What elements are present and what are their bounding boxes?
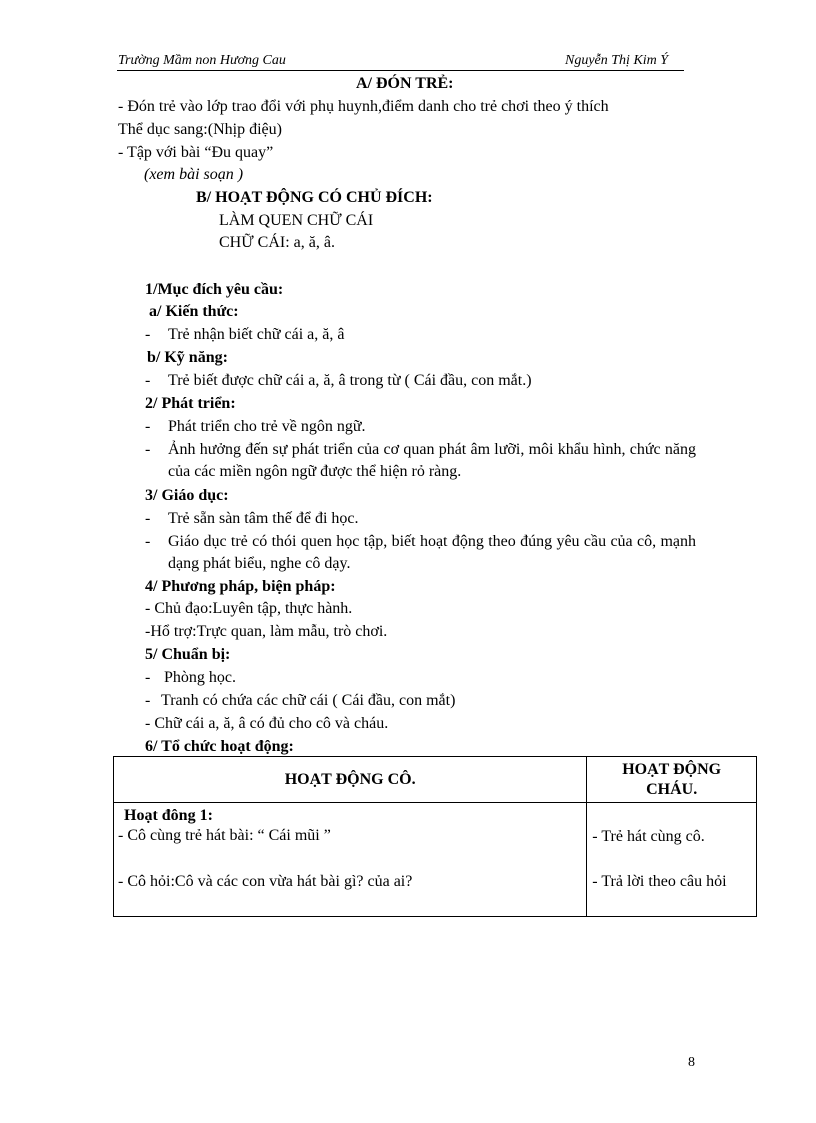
bullet-dash: - [145,418,151,435]
activity-table [113,756,757,917]
s6-title: 6/ Tổ chức hoạt động: [145,738,294,755]
bullet-dash: - [145,326,151,343]
s5-item3: - Chữ cái a, ă, â có đủ cho cô và cháu. [145,715,389,732]
section-a-line4: (xem bài soạn ) [144,166,244,183]
bullet-dash: - [145,372,151,389]
section-b-sub2: CHỮ CÁI: a, ă, â. [219,234,335,251]
section-a-title: A/ ĐÓN TRẺ: [356,75,454,92]
s4-item2: -Hổ trợ:Trực quan, làm mẫu, trò chơi. [145,623,388,640]
s5-item1: Phòng học. [164,669,236,686]
s1-b-item: Trẻ biết được chữ cái a, ă, â trong từ ( Cái đầu, con mắt.) [168,372,532,389]
page-number: 8 [688,1055,695,1070]
bullet-dash: - [145,441,151,458]
bullet-dash: - [145,533,151,550]
s4-title: 4/ Phương pháp, biện pháp: [145,578,336,595]
teacher-activity-2: - Cô hỏi:Cô và các con vừa hát bài gì? của ai? [118,873,413,890]
s3-item2: Giáo dục trẻ có thói quen học tập, biết hoạt động theo đúng yêu cầu của cô, mạnh dạng phát biểu, nghe cô dạy. [168,533,696,572]
bullet-dash: - [145,692,151,709]
s4-item1: - Chủ đạo:Luyên tập, thực hành. [145,600,353,617]
s2-item1: Phát triển cho trẻ về ngôn ngữ. [168,418,366,435]
s1-a-item: Trẻ nhận biết chữ cái a, ă, â [168,326,345,343]
child-activity-2: - Trả lời theo câu hỏi [592,873,727,890]
col-header-child: HOẠT ĐỘNG CHÁU. [587,757,757,803]
col-header-teacher: HOẠT ĐỘNG CÔ. [114,757,587,803]
activity-title: Hoạt đông 1: [124,807,213,824]
s2-item2: Ảnh hưởng đến sự phát triển của cơ quan phát âm lưỡi, môi khẩu hình, chức năng của các miền ngôn ngữ được thể hiện rỏ ràng. [168,441,696,480]
s1-title: 1/Mục đích yêu cầu: [145,281,284,298]
header-rule [117,70,684,71]
header-school: Trường Mầm non Hương Cau [118,53,286,68]
s1-a-title: a/ Kiến thức: [149,303,239,320]
s2-title: 2/ Phát triển: [145,395,236,412]
teacher-activity-1: - Cô cùng trẻ hát bài: “ Cái mũi ” [118,827,331,844]
section-b-sub1: LÀM QUEN CHỮ CÁI [219,212,374,229]
teacher-activity-cell [114,803,587,917]
child-activity-cell [587,803,757,917]
s5-title: 5/ Chuẩn bị: [145,646,231,663]
section-b-title: B/ HOẠT ĐỘNG CÓ CHỦ ĐÍCH: [196,189,433,206]
bullet-dash: - [145,669,151,686]
s1-b-title: b/ Kỹ năng: [147,349,228,366]
s3-title: 3/ Giáo dục: [145,487,229,504]
section-a-line2: Thể dục sang:(Nhịp điệu) [118,121,282,138]
child-activity-1: - Trẻ hát cùng cô. [592,828,705,845]
section-a-line1: - Đón trẻ vào lớp trao đổi với phụ huynh,điểm danh cho trẻ chơi theo ý thích [118,98,609,115]
bullet-dash: - [145,510,151,527]
s5-item2: Tranh có chứa các chữ cái ( Cái đầu, con mắt) [161,692,456,709]
section-a-line3: - Tập với bài “Đu quay” [118,144,274,161]
header-teacher: Nguyễn Thị Kim Ý [565,53,669,68]
s3-item1: Trẻ sẵn sàn tâm thế để đi học. [168,510,359,527]
